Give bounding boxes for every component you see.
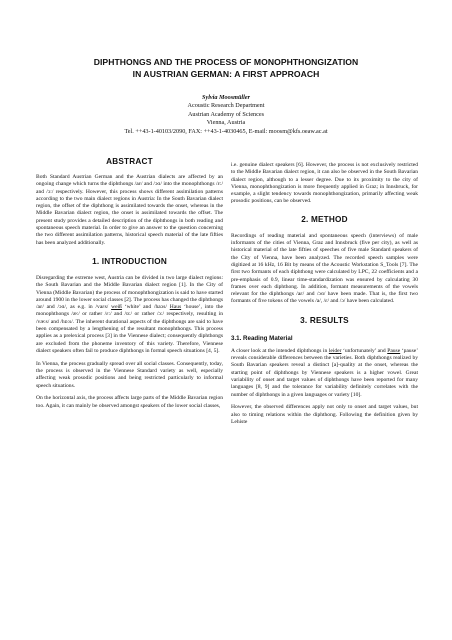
title-line-2: IN AUSTRIAN GERMAN: A FIRST APPROACH: [132, 69, 320, 79]
title-line-1: DIPHTHONGS AND THE PROCESS OF MONOPHTHONGIZATION: [93, 57, 359, 67]
author-block: [20, 94, 432, 136]
right-column: [231, 162, 418, 432]
right-continuation-paragraph: i.e. genuine dialect speakers [6]. However, the process is not exclusively restricted to the Middle Bavarian dialect region, it can also be observed in the South Bavarian dialect region, although to a lesser degree. Due to its proximity to the city of Vienna, monophthongization is more frequently applied in Graz; in Innsbruck, for example, a slight tendency towards monophthongization, primarily affecting weak prosodic positions, can be observed.: [231, 162, 418, 205]
reading-material-heading: 3.1. Reading Material: [231, 334, 293, 342]
method-heading: 2. METHOD: [301, 214, 348, 224]
word-leider: leider: [328, 347, 342, 354]
word-weiss: weiß: [111, 304, 122, 311]
word-haus: Haus: [169, 304, 182, 311]
abstract-text: Both Standard Austrian German and the Austrian dialects are affected by an ongoing change which turns the diphthongs /aɛ/ and /ɔɑ/ into the monophthongs /ɛ:/ and /ɔ:/ respectively. However, this process shows different assimilation patterns according to the two main dialect regions in Austria: In the South Bavarian dialect region, the offset of the diphthong is assimilated towards the onset, whereas in the Middle Bavarian dialect region, the onset is assimilated towards the offset. The present study provides a detailed description of the diphthongs in both reading and spontaneous speech material. In order to give an answer to the question concerning the two different assimilation patterns, historical speech material of the late fifties has been analyzed additionally.: [36, 174, 223, 246]
affiliation-department: Acoustic Research Department: [187, 102, 265, 110]
affiliation-city: Vienna, Austria: [206, 119, 246, 127]
results-paragraph-2: However, the observed differences apply not only to onset and target values, but also to timing relations within the diphthong. Following the definition given by Lehiste: [231, 404, 418, 425]
word-pause: Pause: [387, 347, 401, 354]
contact-line: Tel. ++43-1-40103/2090, FAX: ++43-1-4030465, E-mail: moosm@kfs.oeaw.ac.at: [124, 127, 328, 135]
results-paragraph-1: A closer look at the intended diphthongs in leider ‘unfortunately’ and Pause ‘pause’ reveals considerable differences between the varieties. Both diphthongs realized by South Bavarian speakers reveal a distinct [a]-quality at the onset, whereas the starting point of diphthongs by Viennese speakers is a higher vowel. Great variability of onset and target values of diphthongs have been reported for many languages [8, 9] and the tolerance for variability definitely correlates with the number of diphthongs in a given languages or variety [10].: [231, 347, 419, 398]
introduction-heading: 1. INTRODUCTION: [92, 256, 167, 266]
abstract-heading: ABSTRACT: [106, 157, 153, 166]
method-paragraph: Recordings of reading material and spontaneous speech (interviews) of male informants of the cities of Vienna, Graz and Innsbruck (five per city), as well as historical material of the late fifties of speeches of five male Standard speakers of the City of Vienna, have been analyzed. The recorded speech samples were digitized at 16 kHz, 16 Bit by means of the Acoustic Workstation S_Tools [7]. The first two formants of each diphthong were calculated by LPC, 22 coefficients and a pre-emphasis of 0.9, linear time-standardization was ensured by calculating 30 frames over each diphthong. In addition, formant measurements of the vowels relevant for the diphthongs /aɛ/ and /ɔɑ/ have been made. That is, the first two formants of five tokens of the vowels /a/, /ɛ/ and /ɔ/ have been calculated.: [231, 232, 418, 305]
introduction-paragraph-2: In Vienna, the process gradually spread over all social classes. Consequently, today, the process is observed in the Viennese Standard variety as well, especially affecting weak prosodic positions and being restricted particularly to informal speech situations.: [36, 360, 223, 389]
introduction-paragraph-3: On the horizontal axis, the process affects large parts of the Middle Bavarian region too. Again, it can mainly be observed amongst speakers of the lower social classes,: [36, 395, 223, 409]
paper-title: [20, 56, 432, 80]
left-column: [36, 148, 223, 416]
affiliation-academy: Austrian Academy of Sciences: [187, 110, 265, 118]
introduction-paragraph-1: Disregarding the extreme west, Austria can be divided in two large dialect regions: the South Bavarian and the Middle Bavarian dialect region [1]. In the City of Vienna (Middle Bavarian) the process of monophthongization is said to have started around 1900 in the lower social classes [2]. The process has changed the diphthongs /aɛ/ and /ɔɑ/, as e.g. in /vaɛs/ weiß ‘white’ and /haɔs/ Haus ‘house’, into the monophthongs /æ:/ or rather /ɛ:/ and /ɒ:/ or rather /ɔ:/ respectively, resulting in /væ:s/ and /hɒ:s/. The inherent durational aspects of the diphthongs are said to have been compensated by a lengthening of the resultant monophthongs. This process applies as a prelexical process [3] in the Viennese dialect; consequently diphthongs are excluded from the phoneme inventory of this variety. Therefore, Viennese dialect speakers often fail to produce diphthongs in formal speech situations [4, 5].: [36, 274, 223, 354]
author-name: Sylvia Moosmüller: [202, 94, 250, 101]
results-heading: 3. RESULTS: [300, 315, 349, 325]
